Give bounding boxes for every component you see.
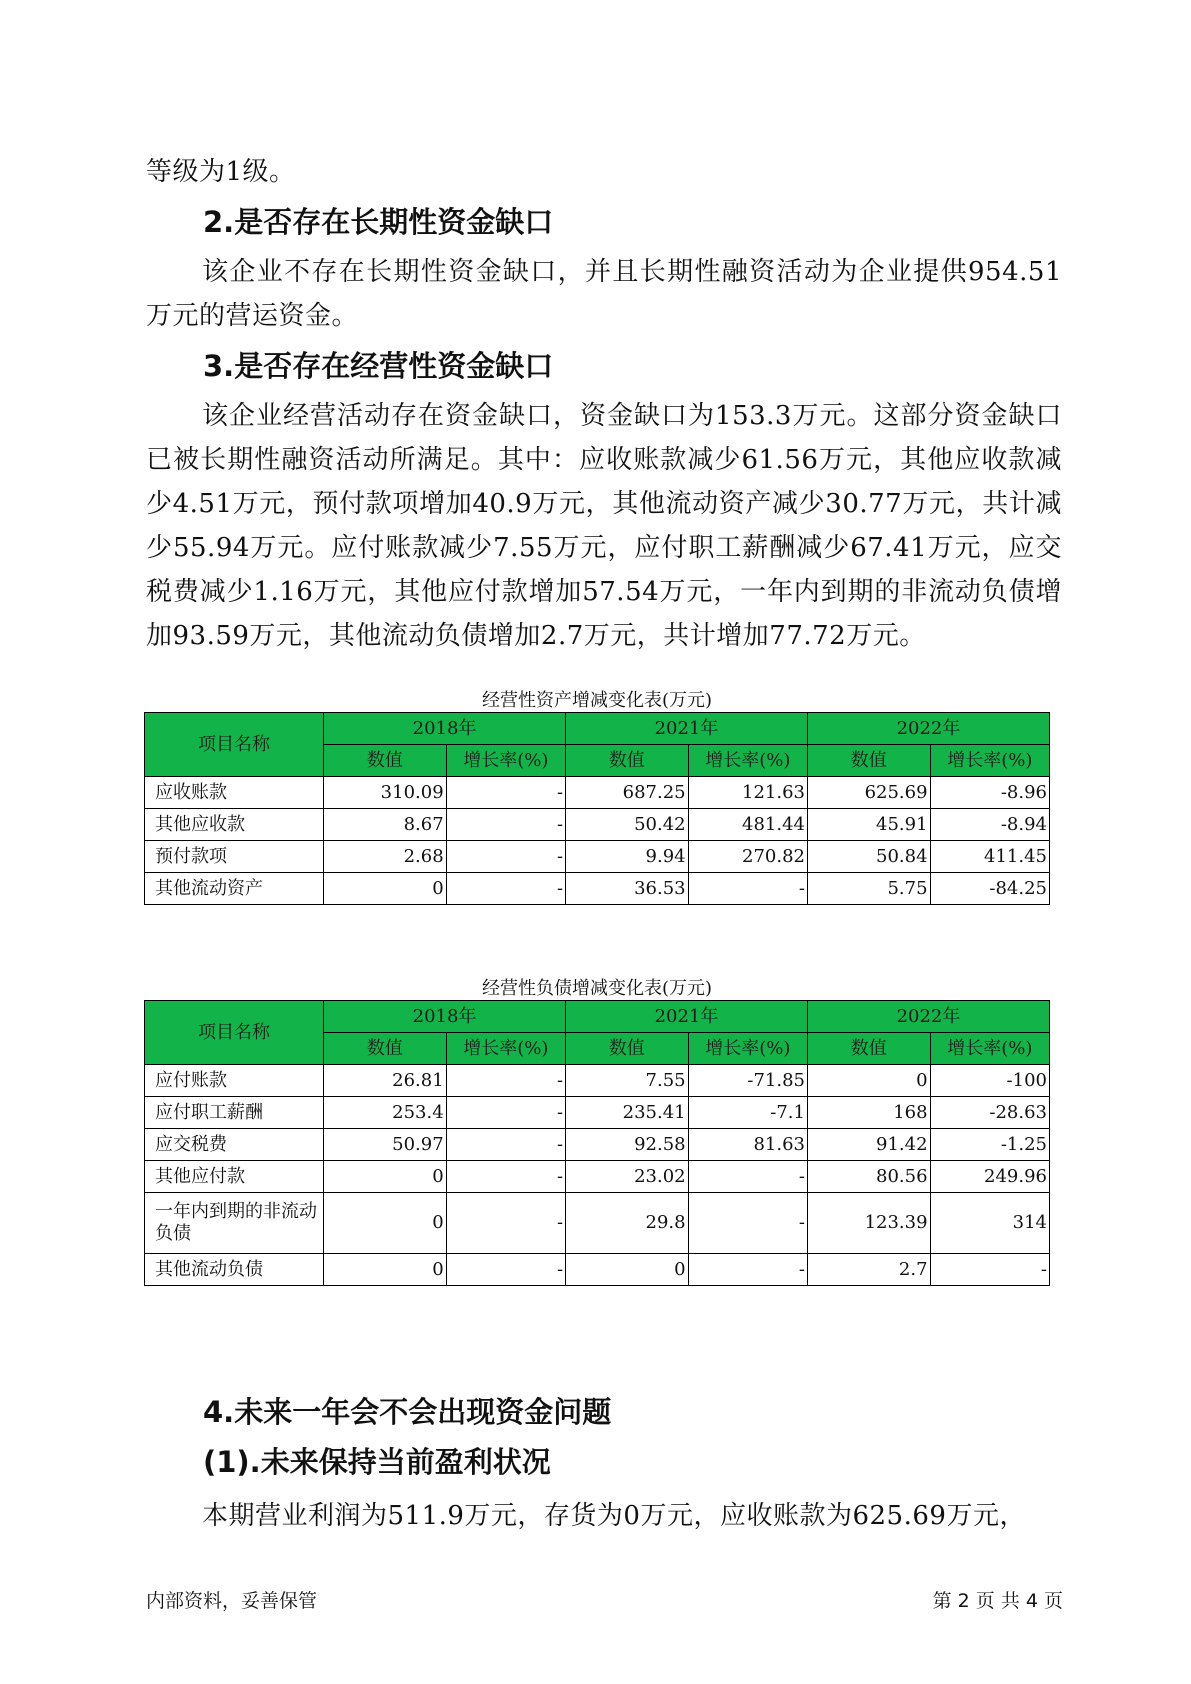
cell-rate: - xyxy=(446,873,565,905)
year-header: 2021年 xyxy=(566,713,808,745)
table-header-row xyxy=(145,1001,1050,1033)
cell-value: 80.56 xyxy=(807,1161,930,1193)
cell-rate: -28.63 xyxy=(930,1097,1049,1129)
cell-value: 50.42 xyxy=(566,809,689,841)
cell-rate: - xyxy=(446,777,565,809)
cell-value: 0 xyxy=(324,1193,447,1254)
cell-value: 625.69 xyxy=(807,777,930,809)
liability-table-caption: 经营性负债增减变化表(万元) xyxy=(481,978,713,999)
rate-subheader: 增长率(%) xyxy=(688,1033,807,1065)
value-subheader: 数值 xyxy=(807,1033,930,1065)
cell-value: 0 xyxy=(324,873,447,905)
cell-rate: - xyxy=(930,1254,1049,1286)
cell-value: 7.55 xyxy=(566,1065,689,1097)
cell-rate: -84.25 xyxy=(930,873,1049,905)
row-name: 其他流动负债 xyxy=(145,1254,324,1286)
cell-value: 2.7 xyxy=(807,1254,930,1286)
cell-rate: - xyxy=(688,873,807,905)
cell-rate: 314 xyxy=(930,1193,1049,1254)
table-row xyxy=(145,777,1050,809)
cell-value: 168 xyxy=(807,1097,930,1129)
section-paragraph-4: 本期营业利润为511.9万元，存货为0万元，应收账款为625.69万元， xyxy=(202,1501,1026,1531)
cell-value: 8.67 xyxy=(324,809,447,841)
value-subheader: 数值 xyxy=(566,1033,689,1065)
cell-rate: 81.63 xyxy=(688,1129,807,1161)
cell-rate: -71.85 xyxy=(688,1065,807,1097)
cell-rate: -8.94 xyxy=(930,809,1049,841)
value-subheader: 数值 xyxy=(324,1033,447,1065)
cell-value: 235.41 xyxy=(566,1097,689,1129)
cell-rate: -1.25 xyxy=(930,1129,1049,1161)
cell-rate: -8.96 xyxy=(930,777,1049,809)
cell-value: 253.4 xyxy=(324,1097,447,1129)
footer-confidential: 内部资料，妥善保管 xyxy=(146,1590,318,1612)
row-name: 预付款项 xyxy=(145,841,324,873)
rate-subheader: 增长率(%) xyxy=(688,745,807,777)
cell-value: 9.94 xyxy=(566,841,689,873)
cell-value: 36.53 xyxy=(566,873,689,905)
cell-rate: - xyxy=(446,809,565,841)
cell-value: 91.42 xyxy=(807,1129,930,1161)
value-subheader: 数值 xyxy=(324,745,447,777)
table-row xyxy=(145,1193,1050,1254)
cell-value: 50.84 xyxy=(807,841,930,873)
year-header: 2018年 xyxy=(324,1001,566,1033)
cell-value: 2.68 xyxy=(324,841,447,873)
cell-value: 0 xyxy=(324,1161,447,1193)
cell-value: 92.58 xyxy=(566,1129,689,1161)
year-header: 2022年 xyxy=(807,713,1049,745)
table-row xyxy=(145,1065,1050,1097)
cell-value: 23.02 xyxy=(566,1161,689,1193)
intro-text: 等级为1级。 xyxy=(146,157,296,187)
cell-value: 687.25 xyxy=(566,777,689,809)
table-row xyxy=(145,1129,1050,1161)
cell-value: 5.75 xyxy=(807,873,930,905)
row-name: 应付职工薪酬 xyxy=(145,1097,324,1129)
liability-table-body xyxy=(145,1001,1050,1286)
cell-value: 29.8 xyxy=(566,1193,689,1254)
cell-rate: - xyxy=(446,1254,565,1286)
rate-subheader: 增长率(%) xyxy=(446,745,565,777)
asset-table-caption: 经营性资产增减变化表(万元) xyxy=(481,690,713,711)
row-name: 其他应收款 xyxy=(145,809,324,841)
year-header: 2022年 xyxy=(807,1001,1049,1033)
cell-rate: -7.1 xyxy=(688,1097,807,1129)
cell-rate: - xyxy=(446,1129,565,1161)
cell-value: 0 xyxy=(566,1254,689,1286)
cell-rate: - xyxy=(688,1254,807,1286)
cell-value: 45.91 xyxy=(807,809,930,841)
item-name-header: 项目名称 xyxy=(145,713,324,777)
cell-value: 26.81 xyxy=(324,1065,447,1097)
footer-page-number: 第 2 页 共 4 页 xyxy=(932,1590,1063,1612)
value-subheader: 数值 xyxy=(566,745,689,777)
cell-rate: 411.45 xyxy=(930,841,1049,873)
cell-rate: - xyxy=(446,1065,565,1097)
table-row xyxy=(145,1161,1050,1193)
section-heading-3: 3.是否存在经营性资金缺口 xyxy=(203,349,554,383)
value-subheader: 数值 xyxy=(807,745,930,777)
subsection-heading-4-1: (1).未来保持当前盈利状况 xyxy=(203,1445,551,1479)
cell-rate: -100 xyxy=(930,1065,1049,1097)
cell-rate: - xyxy=(446,841,565,873)
cell-rate: 121.63 xyxy=(688,777,807,809)
year-header: 2021年 xyxy=(566,1001,808,1033)
row-name: 应交税费 xyxy=(145,1129,324,1161)
cell-value: 123.39 xyxy=(807,1193,930,1254)
row-name: 其他应付款 xyxy=(145,1161,324,1193)
cell-value: 50.97 xyxy=(324,1129,447,1161)
table-row xyxy=(145,873,1050,905)
cell-rate: 249.96 xyxy=(930,1161,1049,1193)
section-heading-4: 4.未来一年会不会出现资金问题 xyxy=(203,1395,612,1429)
cell-rate: 481.44 xyxy=(688,809,807,841)
cell-rate: - xyxy=(688,1193,807,1254)
row-name: 其他流动资产 xyxy=(145,873,324,905)
table-row xyxy=(145,1097,1050,1129)
section-paragraph-2: 该企业不存在长期性资金缺口，并且长期性融资活动为企业提供954.51万元的营运资金。 xyxy=(146,257,1062,331)
rate-subheader: 增长率(%) xyxy=(930,1033,1049,1065)
liability-change-table xyxy=(144,1000,1050,1286)
table-row xyxy=(145,841,1050,873)
section-heading-2: 2.是否存在长期性资金缺口 xyxy=(203,205,554,239)
table-header-row xyxy=(145,713,1050,745)
row-name: 一年内到期的非流动负债 xyxy=(145,1193,324,1254)
cell-rate: 270.82 xyxy=(688,841,807,873)
row-name: 应收账款 xyxy=(145,777,324,809)
rate-subheader: 增长率(%) xyxy=(446,1033,565,1065)
table-row xyxy=(145,1254,1050,1286)
rate-subheader: 增长率(%) xyxy=(930,745,1049,777)
cell-value: 0 xyxy=(807,1065,930,1097)
cell-rate: - xyxy=(446,1193,565,1254)
cell-rate: - xyxy=(446,1161,565,1193)
item-name-header: 项目名称 xyxy=(145,1001,324,1065)
section-paragraph-3: 该企业经营活动存在资金缺口，资金缺口为153.3万元。这部分资金缺口已被长期性融资活动所满足。其中：应收账款减少61.56万元，其他应收款减少4.51万元，预付款项增加40.9万元，其他流动资产减少30.77万元，共计减少55.94万元。应付账款减少7.55万元，应付职工薪酬减少67.41万元，应交税费减少1.16万元，其他应付款增加57.54万元，一年内到期的非流动负债增加93.59万元，其他流动负债增加2.7万元，共计增加77.72万元。 xyxy=(146,401,1062,651)
cell-rate: - xyxy=(688,1161,807,1193)
table-row xyxy=(145,809,1050,841)
row-name: 应付账款 xyxy=(145,1065,324,1097)
asset-change-table xyxy=(144,712,1050,905)
cell-value: 0 xyxy=(324,1254,447,1286)
cell-rate: - xyxy=(446,1097,565,1129)
year-header: 2018年 xyxy=(324,713,566,745)
asset-table-body xyxy=(145,713,1050,905)
cell-value: 310.09 xyxy=(324,777,447,809)
